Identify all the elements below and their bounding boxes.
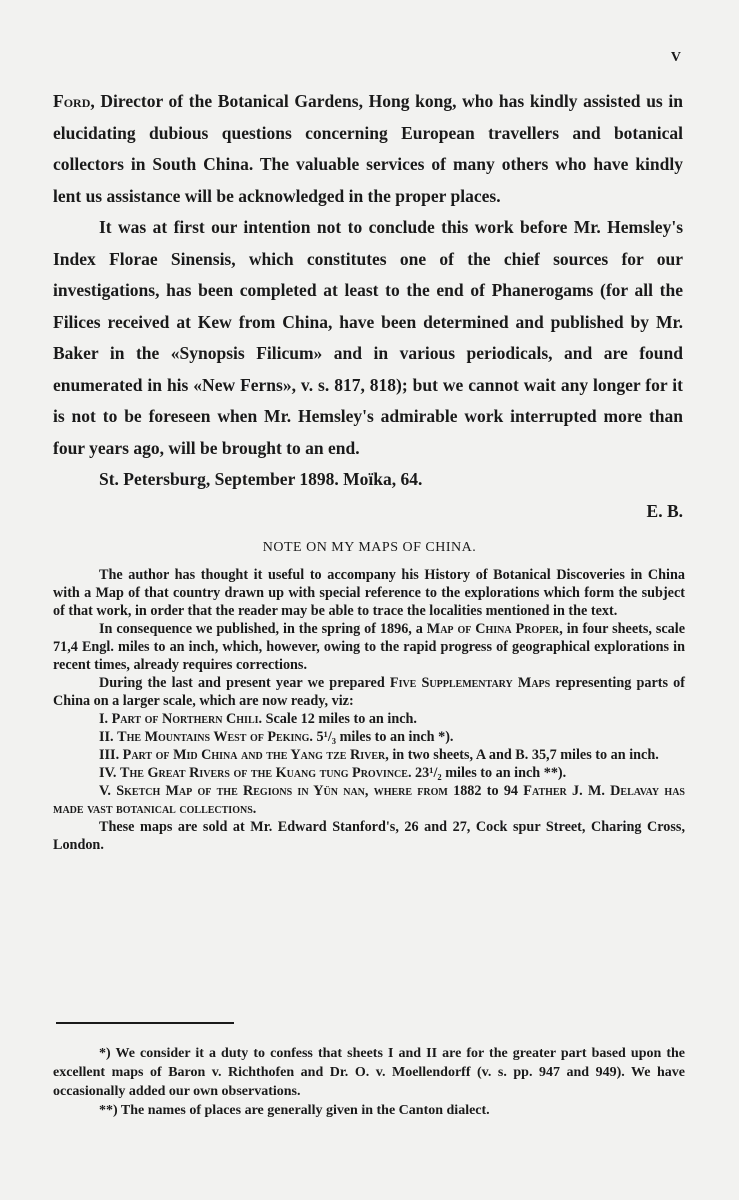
map-item-5-initials: J. M. [566, 783, 611, 799]
map-item-4-scale: . 23¹/₂ miles to an inch **). [407, 765, 567, 781]
map-item-4-num: IV. [99, 765, 121, 781]
map-item-2-scale: . 5¹/₃ miles to an inch *). [309, 729, 454, 745]
map-item-3-title: Part of Mid China and the Yang tze River [122, 747, 386, 763]
map-item-5-num: V. [99, 783, 117, 799]
supplementary-maps: Five Supplementary Maps [389, 675, 551, 691]
preface-paragraph-1-text: , Director of the Botanical Gardens, Hong kong, who has kindly assisted us in elucidating dubious questions concerning European travellers and botanical collectors in South China. The valuable services of many others who have kindly lent us assistance will be acknowledged in the proper places. [53, 91, 683, 206]
page-number: V [670, 50, 681, 65]
note-p3-b: representing parts of China on a larger scale, which are now ready, viz: [53, 675, 685, 709]
note-p3-a: During the last and present year we prepared [99, 675, 390, 691]
map-item-1-title: Part of Northern Chili [111, 711, 259, 727]
preface-paragraph-2: It was at first our intention not to conclude this work before Mr. Hemsley's Index Florae Sinensis, which constitutes one of the chief sources for our investigations, has been completed at least to the end of Phanerogams (for all the Filices received at Kew from China, have been determined and published by Mr. Baker in the «Synopsis Filicum» and in various periodicals, and are found enumerated in his «New Ferns», v. s. 817, 818); but we cannot wait any longer for it is not to be foreseen when Mr. Hemsley's admirable work interrupted more than four years ago, will be brought to an end. [53, 217, 683, 458]
footnote-2: **) The names of places are generally given in the Canton dialect. [99, 1103, 490, 1118]
place-date: St. Petersburg, September 1898. Moïka, 64. [99, 469, 423, 489]
note-p2-b: , in four sheets, scale 71,4 Engl. miles to an inch, which, however, owing to the rapid progress of geographical explorations in recent times, already requires corrections. [53, 621, 686, 673]
preface-paragraph-1 [53, 86, 683, 212]
map-title-china-proper: Map of China Proper [426, 621, 560, 637]
note-paragraph-4: These maps are sold at Mr. Edward Stanford's, 26 and 27, Cock spur Street, Charing Cross, London. [53, 819, 685, 853]
map-item-4 [53, 764, 685, 782]
map-item-4-title: The Great Rivers of the Kuang tung Province [120, 765, 408, 781]
map-item-1-num: I. [99, 711, 112, 727]
map-item-5 [53, 782, 685, 818]
note-paragraph-2 [53, 620, 685, 674]
map-item-2 [53, 728, 685, 746]
map-item-5-delavay: Delavay has made vast botanical collections [53, 783, 685, 817]
note-paragraph-1: The author has thought it useful to accompany his History of Botanical Discoveries in China with a Map of that country drawn up with special reference to the explorations which form the subject of that work, in order that the reader may be able to trace the localities mentioned in the text. [53, 567, 685, 619]
preface-text [53, 86, 683, 527]
map-item-5-title: Sketch Map of the Regions in Yün nan, where from [116, 783, 448, 799]
note-p2-a: In consequence we published, in the spring of 1896, a [99, 621, 427, 637]
footnote-divider [56, 1022, 234, 1024]
map-item-5-end: . [252, 801, 257, 817]
map-item-3-num: III. [99, 747, 123, 763]
note-text [53, 566, 685, 854]
footnotes [53, 1044, 685, 1120]
map-item-2-num: II. [99, 729, 118, 745]
map-item-2-title: The Mountains West of Peking [117, 729, 310, 745]
map-item-5-father: Father [523, 783, 567, 799]
map-item-3 [53, 746, 685, 764]
note-title: NOTE ON MY MAPS OF CHINA. [262, 540, 477, 555]
map-item-1 [53, 710, 685, 728]
map-item-1-scale: . Scale 12 miles to an inch. [258, 711, 417, 727]
name-ford: Ford [53, 91, 91, 111]
map-item-3-scale: , in two sheets, A and B. 35,7 miles to an inch. [385, 747, 659, 763]
note-paragraph-3 [53, 674, 685, 710]
signature: E. B. [646, 500, 683, 521]
footnote-1: *) We consider it a duty to confess that sheets I and II are for the greater part based upon the excellent maps of Baron v. Richthofen and Dr. O. v. Moellendorff (v. s. pp. 947 and 949). We have occasionally added our own observations. [53, 1046, 685, 1099]
map-item-5-years: 1882 to 94 [447, 783, 524, 799]
